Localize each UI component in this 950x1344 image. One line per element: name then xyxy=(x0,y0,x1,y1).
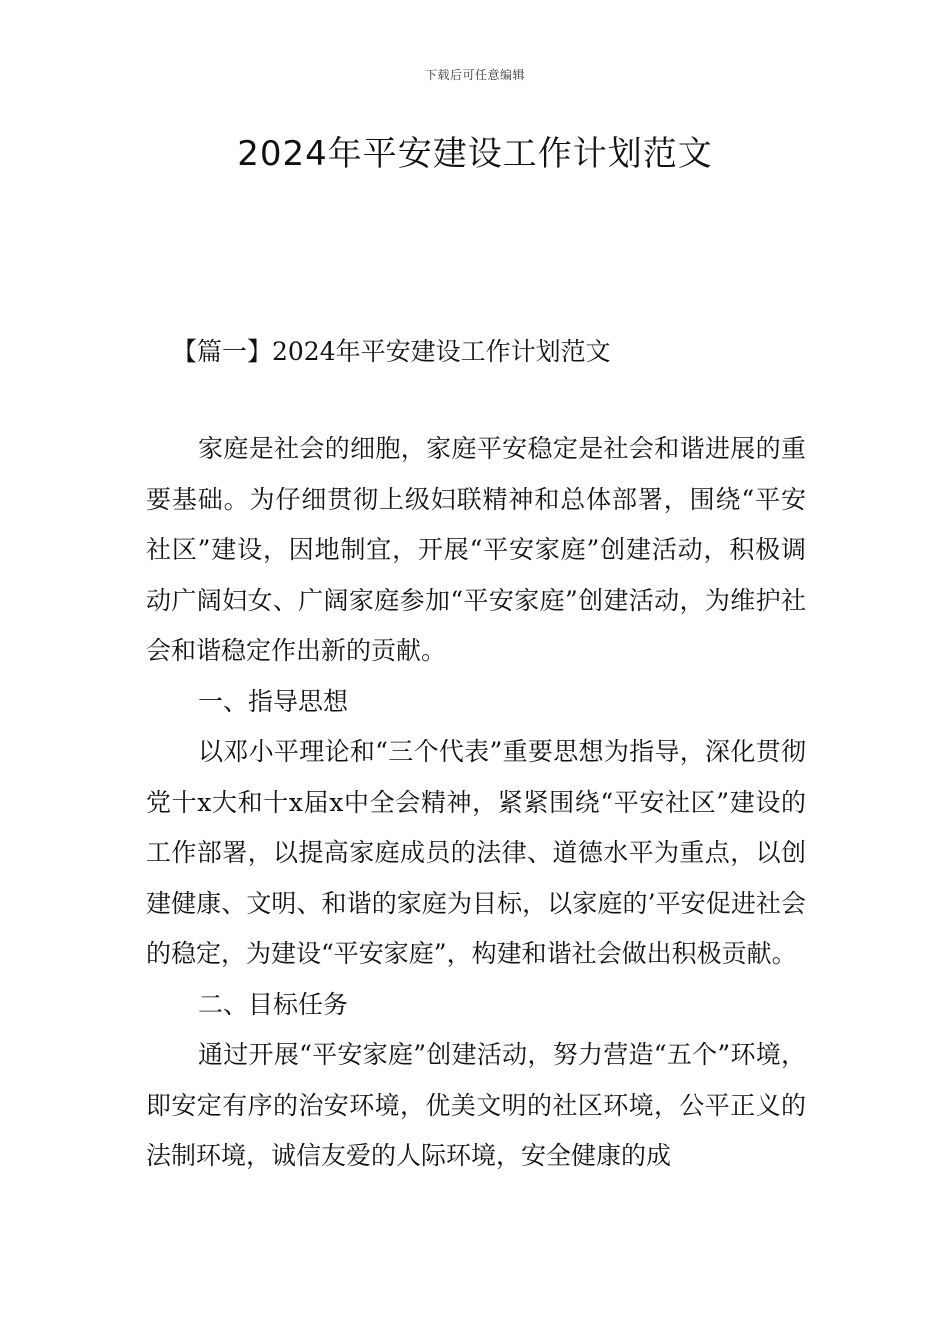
paragraph-goals-tasks: 通过开展“平安家庭”创建活动，努力营造“五个”环境，即安定有序的治安环境，优美文明的社区环境，公平正义的法制环境，诚信友爱的人际环境，安全健康的成 xyxy=(146,1040,807,1170)
paragraph-guiding-ideology: 以邓小平理论和“三个代表”重要思想为指导，深化贯彻党十x大和十x届x中全会精神，紧紧围绕“平安社区”建设的工作部署，以提高家庭成员的法律、道德水平为重点，以创建健康、文明、和谐的家庭为目标，以家庭的’平安促进社会的稳定，为建设“平安家庭”，构建和谐社会做出积极贡献。 xyxy=(146,737,806,968)
document-title: 2024年平安建设工作计划范文 xyxy=(237,134,713,174)
subheading-guiding-ideology: 一、指导思想 xyxy=(198,686,349,716)
paragraph-intro: 家庭是社会的细胞，家庭平安稳定是社会和谐进展的重要基础。为仔细贯彻上级妇联精神和总体部署，围绕“平安社区”建设，因地制宜，开展“平安家庭”创建活动，积极调动广阔妇女、广阔家庭参加“平安家庭”创建活动，为维护社会和谐稳定作出新的贡献。 xyxy=(146,434,806,665)
subheading-goals-tasks: 二、目标任务 xyxy=(198,989,349,1019)
header-note: 下载后可任意编辑 xyxy=(424,68,525,82)
document-body xyxy=(146,424,806,1182)
section-heading: 【篇一】2024年平安建设工作计划范文 xyxy=(172,337,611,366)
